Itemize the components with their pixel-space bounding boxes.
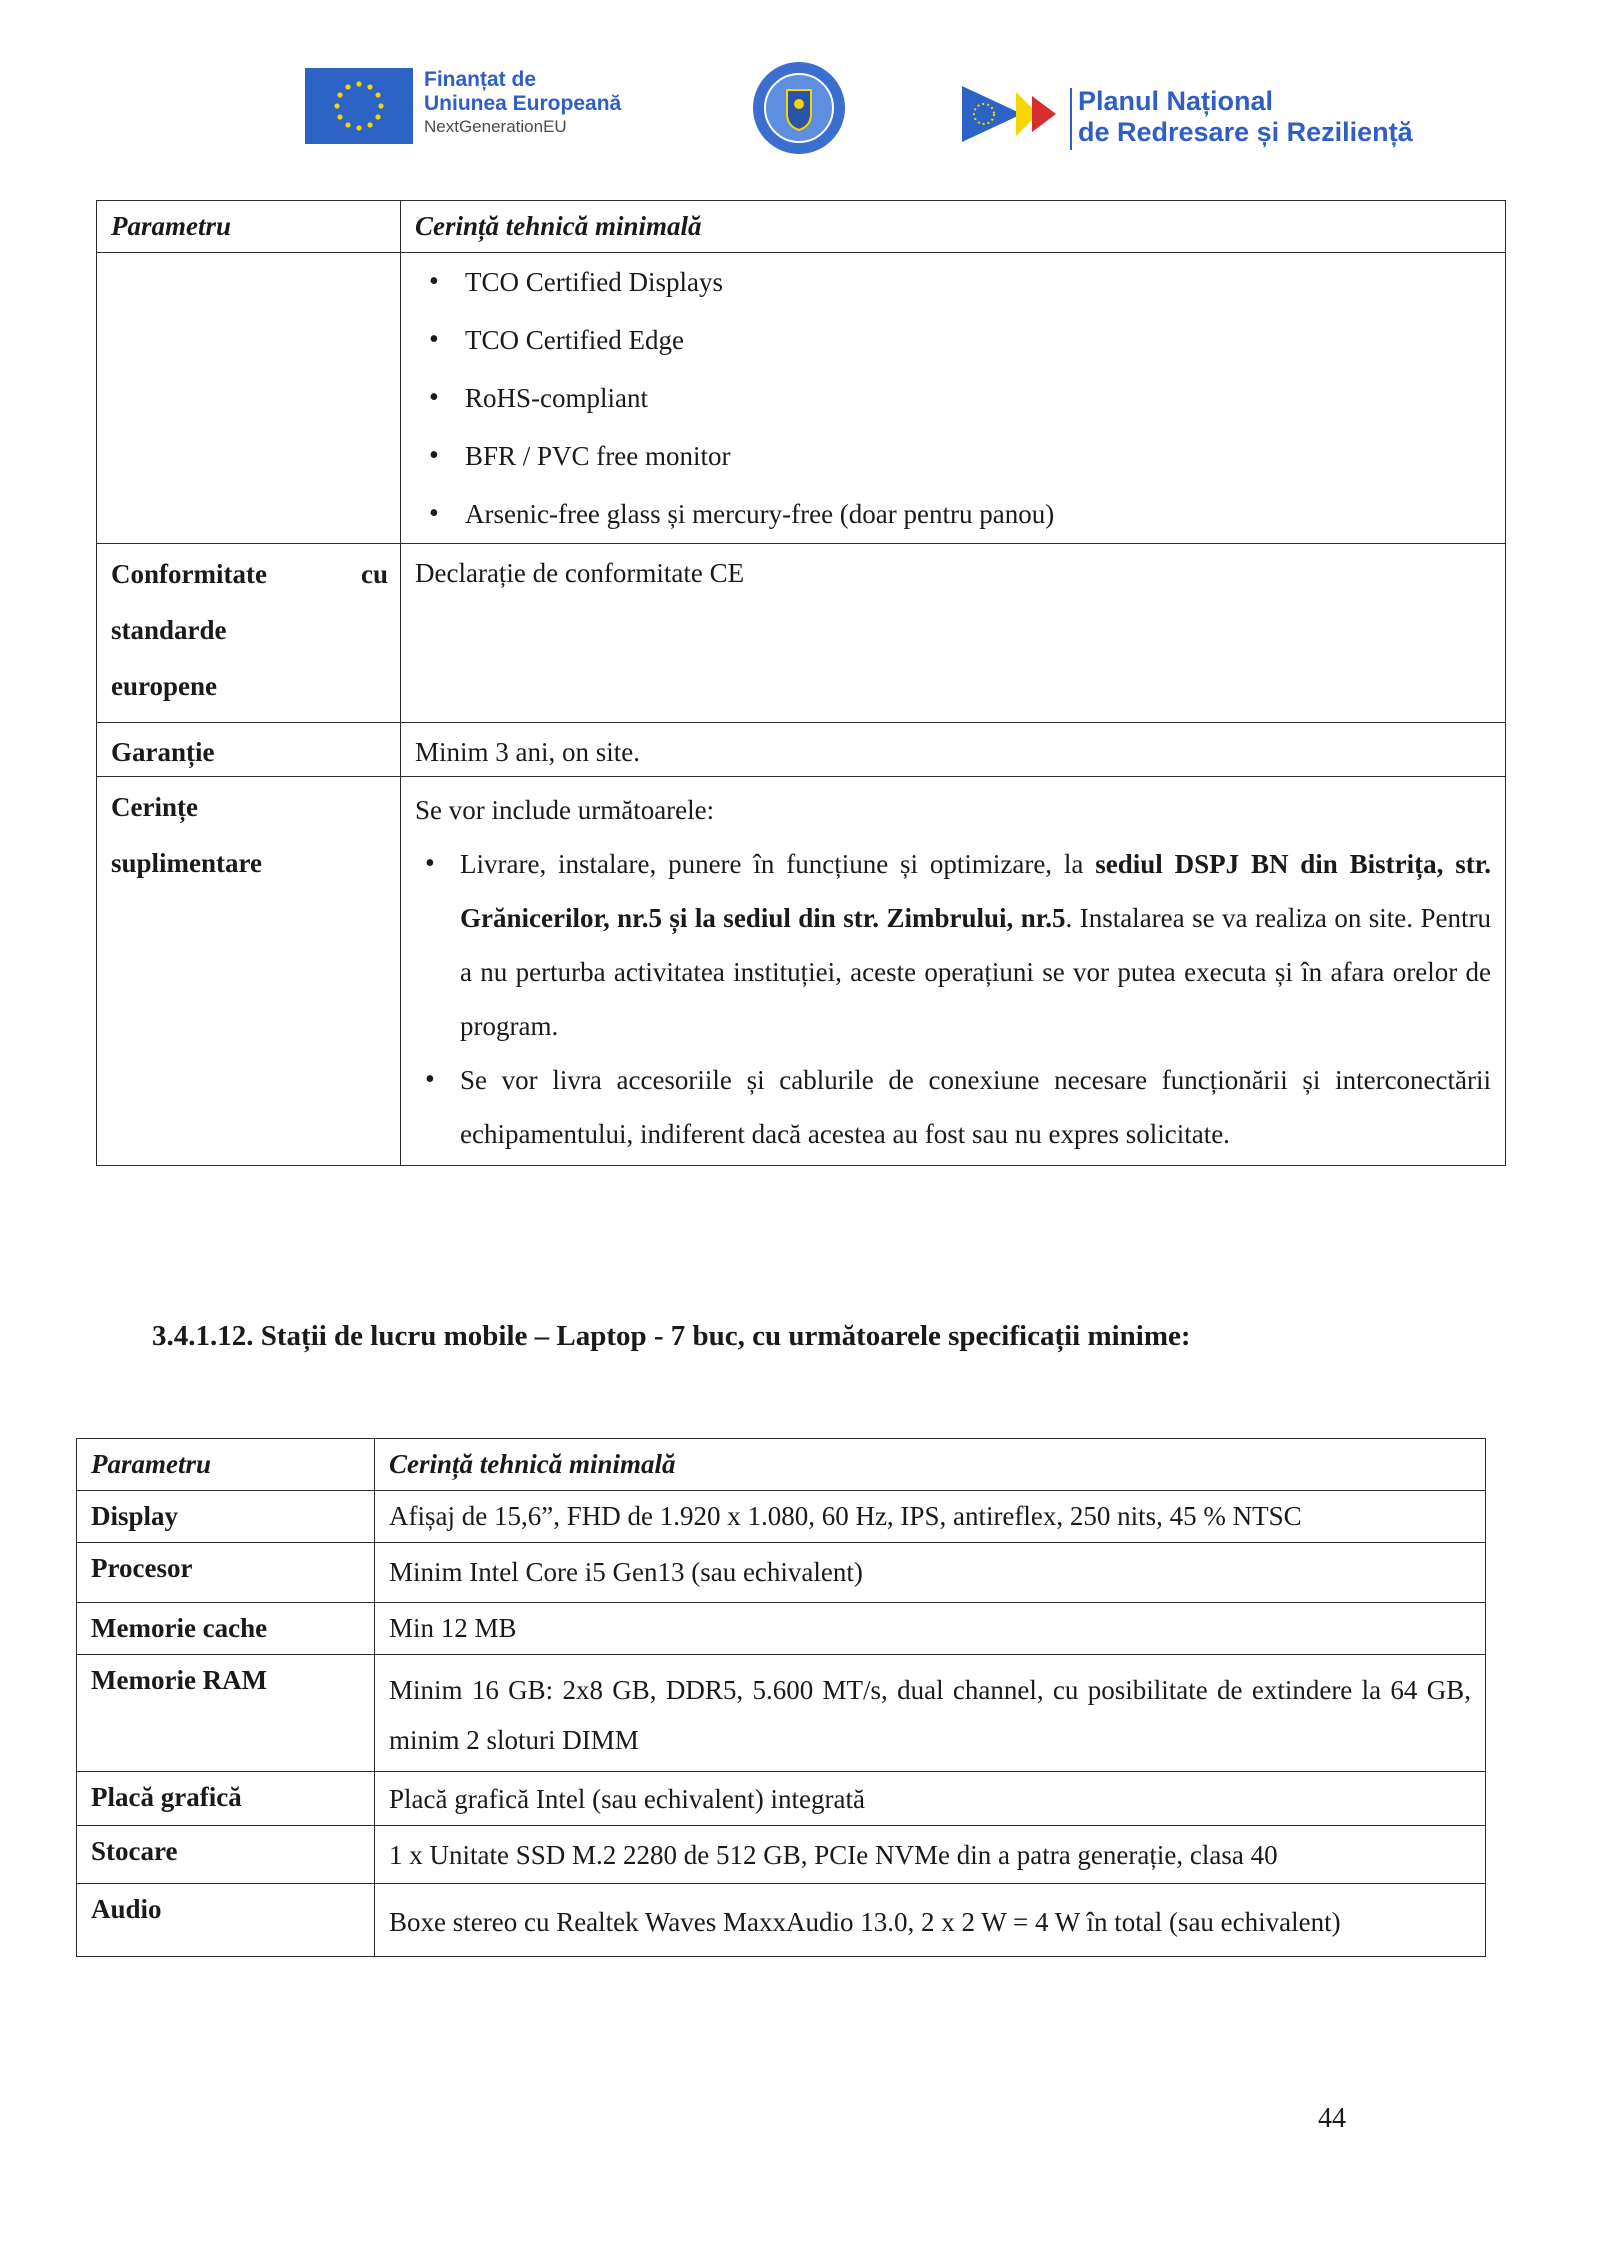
table-row-certifications [97,253,1506,544]
warranty-param: Garanție [97,723,401,777]
table-header-row [77,1439,1486,1491]
row-param: Display [77,1491,375,1543]
table-row-warranty [97,723,1506,777]
pnrr-line-1: Planul Național [1078,86,1274,116]
row-param: Placă grafică [77,1772,375,1826]
row-value: 1 x Unitate SSD M.2 2280 de 512 GB, PCIe NVMe din a patra generație, clasa 40 [375,1826,1486,1884]
row-param: Stocare [77,1826,375,1884]
row-value: Min 12 MB [375,1603,1486,1655]
section-heading: 3.4.1.12. Stații de lucru mobile – Laptop - 7 buc, cu următoarele specificații minime: [152,1320,1191,1352]
row-param: Procesor [77,1543,375,1603]
table-header-row [97,201,1506,253]
extra-param: Cerințe suplimentare [97,777,401,1166]
row-param: Audio [77,1884,375,1957]
table-row [77,1884,1486,1957]
list-item: • TCO Certified Edge [415,311,1491,369]
eu-flag-icon [305,68,413,144]
pnrr-line-2: de Redresare și Reziliență [1078,117,1413,147]
table-row [77,1491,1486,1543]
certifications-list [415,253,1491,543]
table-row-conformity [97,544,1506,723]
extra-list [415,837,1491,1161]
list-item: • Se vor livra accesoriile și cablurile de conexiune necesare funcționării și interconectării echipamentului, indiferent dacă acestea au fost sau nu expres solicitate. [415,1053,1491,1161]
row-param: Memorie RAM [77,1655,375,1772]
eu-line-3: NextGenerationEU [424,117,567,136]
table-row [77,1826,1486,1884]
extra-value [401,777,1506,1166]
requirements-table-monitor [96,200,1506,1166]
government-seal-icon [751,60,847,156]
pnrr-text [1078,86,1413,148]
page-header [0,0,1600,170]
table-row [77,1772,1486,1826]
pnrr-logo-icon [960,78,1070,150]
eu-line-1: Finanțat de [424,68,537,91]
header-param: Parametru [97,201,401,253]
table-row [77,1603,1486,1655]
conformity-param: Conformitate cu standarde europene [97,544,401,723]
eu-line-2: Uniunea Europeană [424,92,622,115]
table-row-extra [97,777,1506,1166]
list-item: • Livrare, instalare, punere în funcțiune și optimizare, la sediul DSPJ BN din Bistrița, str. Grănicerilor, nr.5 și la sediul din str. Zimbrului, nr.5. Instalarea se va realiza on site. Pentru a nu perturba activitatea instituției, aceste operațiuni se vor putea executa și în afara orelor de program. [415,837,1491,1053]
header-requirement: Cerință tehnică minimală [401,201,1506,253]
header-param: Parametru [77,1439,375,1491]
row-value: Afișaj de 15,6”, FHD de 1.920 x 1.080, 60 Hz, IPS, antireflex, 250 nits, 45 % NTSC [375,1491,1486,1543]
header-requirement: Cerință tehnică minimală [375,1439,1486,1491]
list-item: • TCO Certified Displays [415,253,1491,311]
row-value: Minim Intel Core i5 Gen13 (sau echivalent) [375,1543,1486,1603]
conformity-value: Declarație de conformitate CE [401,544,1506,723]
page-number: 44 [1318,2103,1346,2134]
eu-funding-text [424,68,621,138]
list-item: • RoHS-compliant [415,369,1491,427]
empty-param-cell [97,253,401,544]
row-value: Placă grafică Intel (sau echivalent) integrată [375,1772,1486,1826]
row-value: Minim 16 GB: 2x8 GB, DDR5, 5.600 MT/s, dual channel, cu posibilitate de extindere la 64 GB, minim 2 sloturi DIMM [375,1655,1486,1772]
pnrr-divider [1070,88,1072,150]
table-row [77,1655,1486,1772]
requirements-table-laptop [76,1438,1486,1957]
table-row [77,1543,1486,1603]
row-param: Memorie cache [77,1603,375,1655]
certifications-cell [401,253,1506,544]
row-value: Boxe stereo cu Realtek Waves MaxxAudio 13.0, 2 x 2 W = 4 W în total (sau echivalent) [375,1884,1486,1957]
extra-intro: Se vor include următoarele: [415,795,715,825]
list-item: • Arsenic-free glass și mercury-free (doar pentru panou) [415,485,1491,543]
list-item: • BFR / PVC free monitor [415,427,1491,485]
warranty-value: Minim 3 ani, on site. [401,723,1506,777]
